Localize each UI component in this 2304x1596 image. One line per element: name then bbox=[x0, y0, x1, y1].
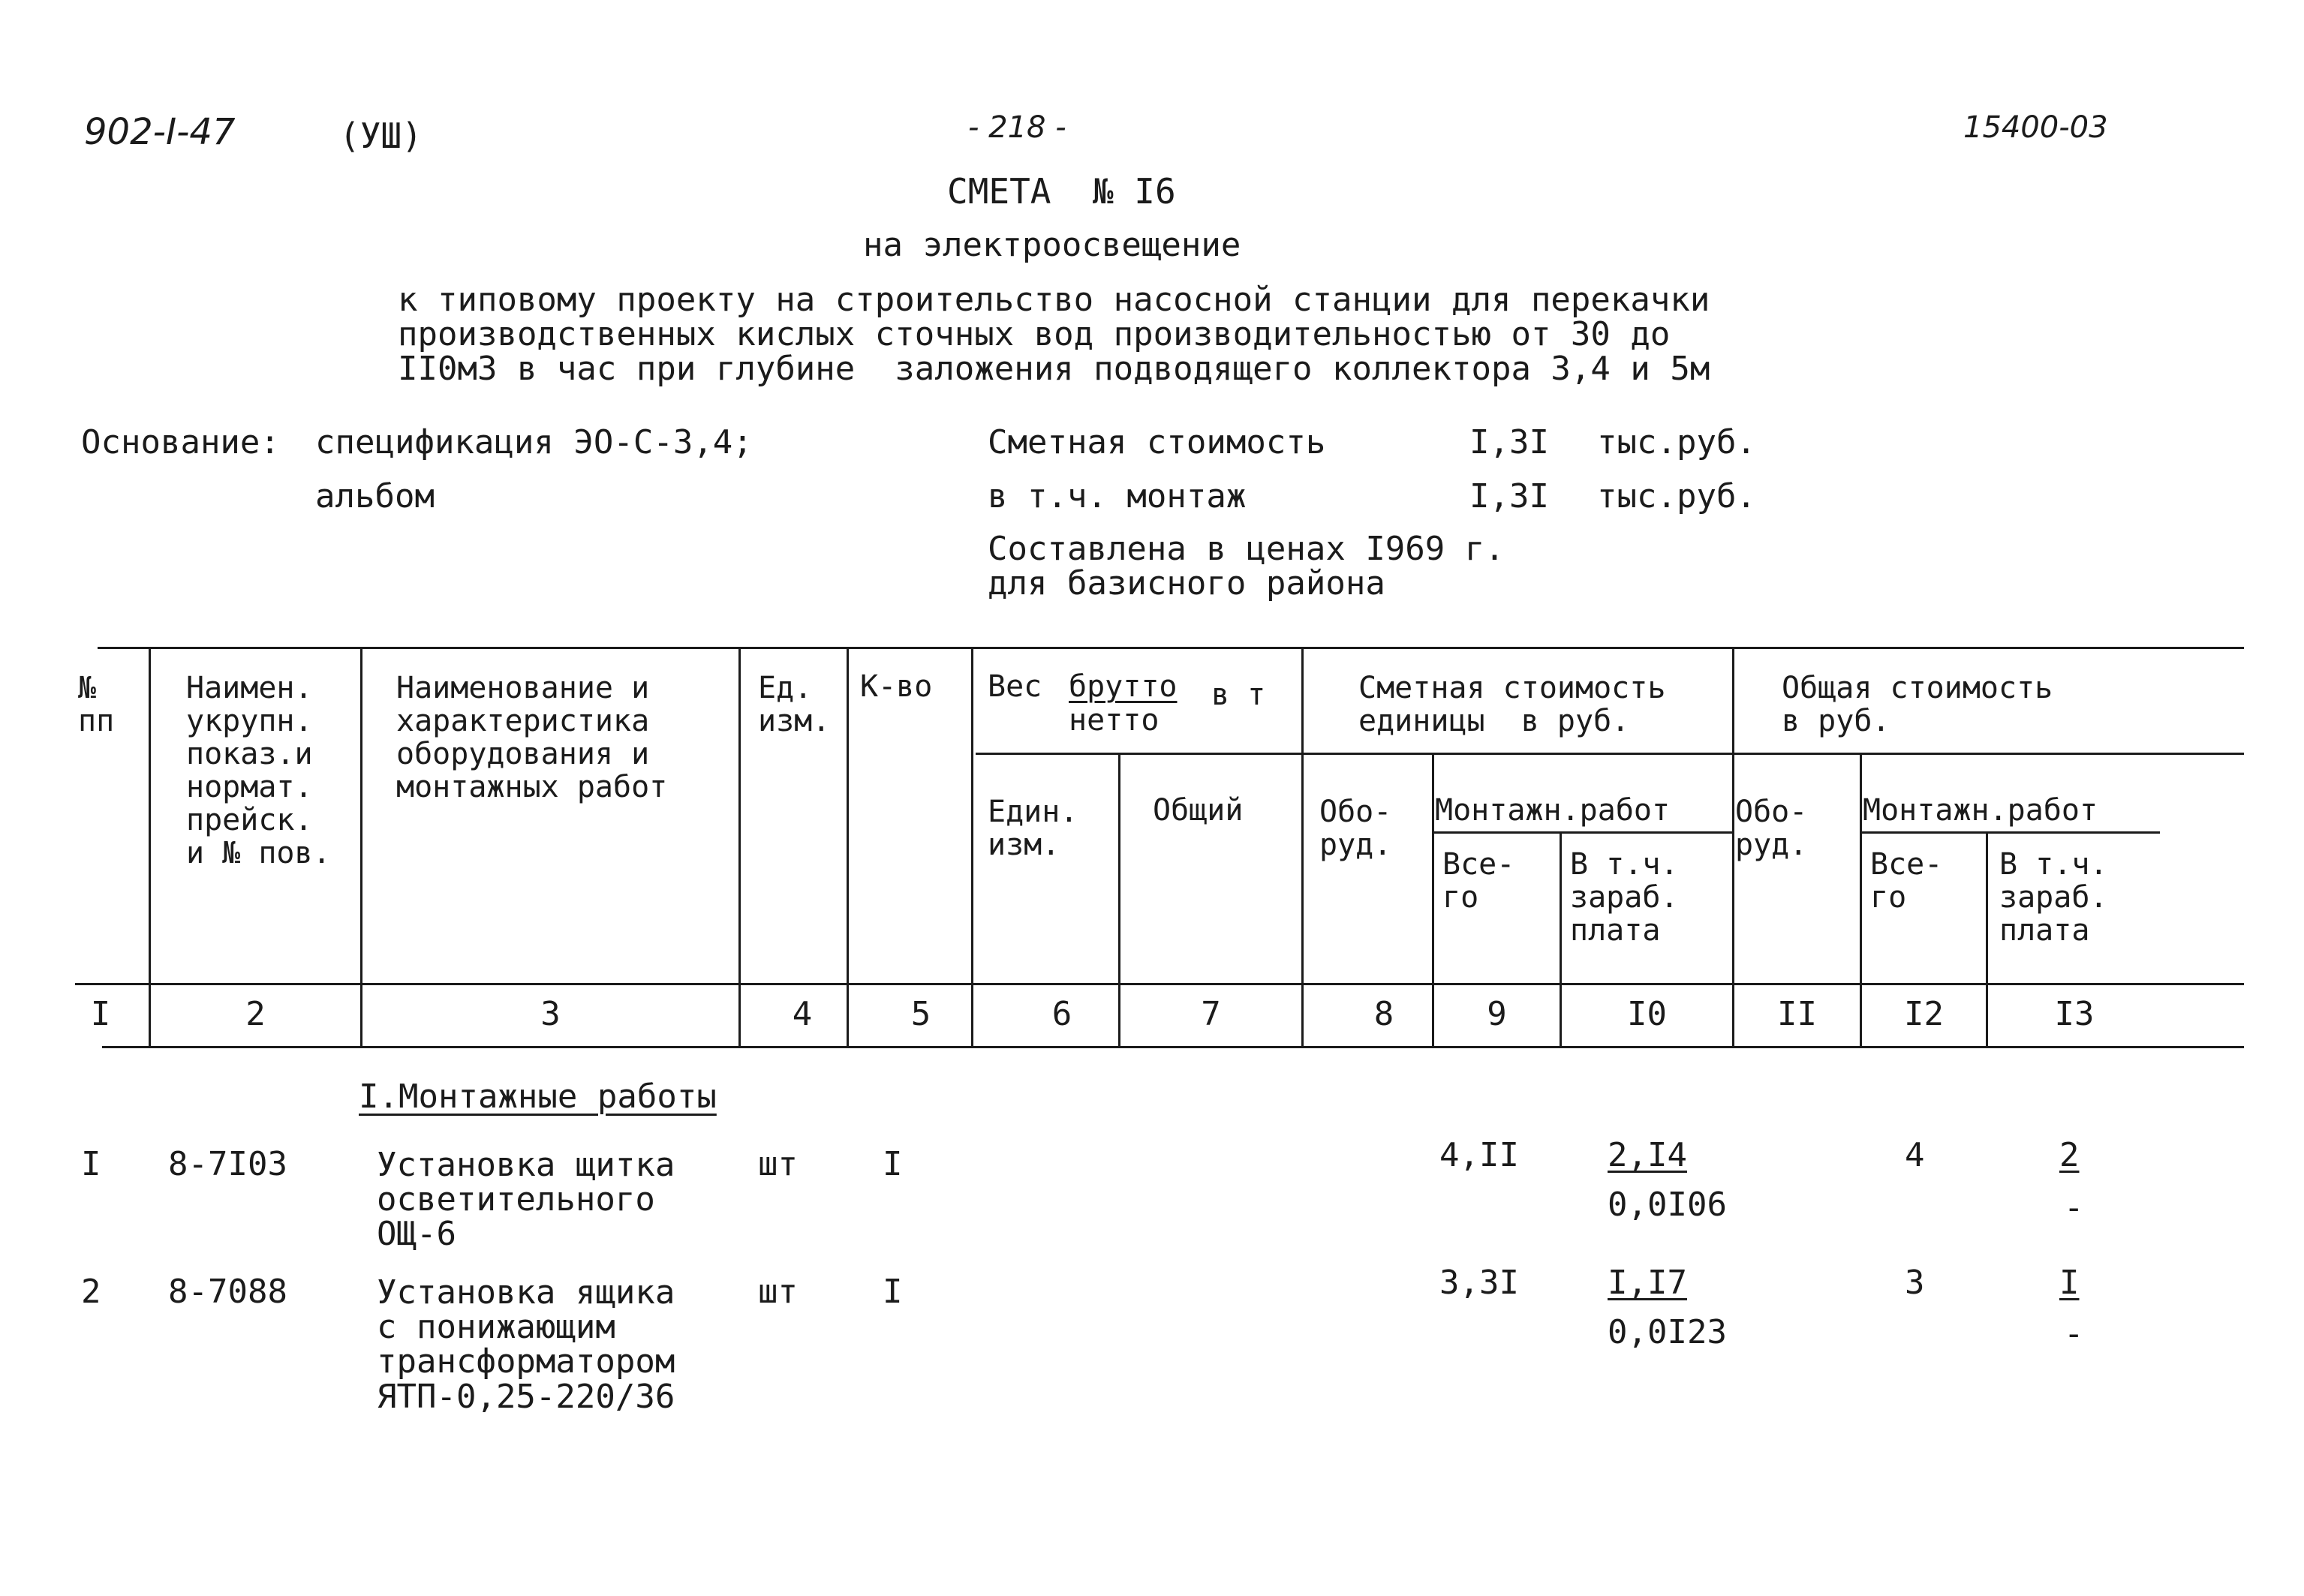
row-1-mounting-wage: 0,0I06 bbox=[1608, 1186, 1727, 1224]
estimate-title: СМЕТА № I6 bbox=[947, 171, 1176, 212]
header-mounting-wage: В т.ч. зараб. плата bbox=[1570, 847, 1679, 948]
row-2-equipment-cost: 3,3I bbox=[1439, 1264, 1519, 1302]
header-work-name: Наименование и характеристика оборудования и монтажных работ bbox=[396, 671, 668, 804]
col-rule-4 bbox=[847, 647, 849, 1046]
row-1-equipment-cost: 4,II bbox=[1439, 1136, 1519, 1174]
document-code: 902-I-47 bbox=[84, 111, 236, 153]
col-number-11: II bbox=[1777, 995, 1817, 1033]
archive-number: 15400-03 bbox=[1963, 110, 2108, 145]
col-number-13: I3 bbox=[2054, 995, 2095, 1033]
mount2-subheader-rule bbox=[1860, 831, 2160, 834]
header-total-cost: Общая стоимость в руб. bbox=[1782, 671, 2053, 738]
page-number: - 218 - bbox=[968, 110, 1066, 145]
header-bottom-rule bbox=[75, 983, 2244, 985]
row-2-unit: шт bbox=[758, 1273, 798, 1311]
row-2-total-mounting: I bbox=[2059, 1264, 2080, 1302]
row-2-work-name: Установка ящика с понижающим трансформатором ЯТП-0,25-220/36 bbox=[377, 1273, 675, 1416]
project-description-line-1: к типовому проекту на строительство насосной станции для перекачки bbox=[398, 281, 1710, 319]
mount-subheader-rule bbox=[1432, 831, 1732, 834]
header-total-mounting-all: Все- го bbox=[1870, 847, 1943, 915]
col-number-10: I0 bbox=[1627, 995, 1667, 1033]
row-2-mounting-wage: 0,0I23 bbox=[1608, 1313, 1727, 1351]
col-rule-1 bbox=[149, 647, 151, 1046]
header-mounting: Монтажн.работ bbox=[1435, 793, 1671, 828]
basis-album: альбом bbox=[315, 477, 435, 515]
header-weight-netto: нетто bbox=[1069, 703, 1160, 738]
row-2-number: 2 bbox=[81, 1273, 101, 1311]
project-description-line-2: производственных кислых сточных вод производительностью от 30 до bbox=[398, 315, 1671, 353]
col-number-12: I2 bbox=[1904, 995, 1944, 1033]
row-1-total-mounting: 2 bbox=[2059, 1136, 2080, 1174]
col-rule-3 bbox=[738, 647, 741, 1046]
col-rule-5 bbox=[971, 647, 973, 1046]
row-1-norm-code: 8-7I03 bbox=[168, 1145, 287, 1183]
col-number-4: 4 bbox=[792, 995, 813, 1033]
row-1-mounting-cost: 2,I4 bbox=[1608, 1136, 1687, 1174]
row-2-total-wage: - bbox=[2064, 1315, 2084, 1353]
col-number-6: 6 bbox=[1051, 995, 1072, 1033]
header-total-mounting-wage: В т.ч. зараб. плата bbox=[1999, 847, 2108, 948]
col-number-3: 3 bbox=[540, 995, 561, 1033]
estimated-cost-value: I,3I bbox=[1469, 423, 1549, 461]
header-row-number: № пп bbox=[78, 671, 115, 738]
header-total-equipment: Обо- руд. bbox=[1735, 795, 1808, 862]
col-rule-10 bbox=[1732, 647, 1734, 1046]
col-rule-2 bbox=[360, 647, 362, 1046]
row-1-total-equipment: 4 bbox=[1905, 1136, 1925, 1174]
col-number-8: 8 bbox=[1373, 995, 1394, 1033]
header-weight-per-unit: Един. изм. bbox=[988, 795, 1078, 862]
row-1-number: I bbox=[81, 1145, 101, 1183]
row-2-mounting-cost: I,I7 bbox=[1608, 1264, 1687, 1302]
header-mounting-total: Все- го bbox=[1442, 847, 1515, 915]
col-number-9: 9 bbox=[1487, 995, 1507, 1033]
header-equipment: Обо- руд. bbox=[1319, 795, 1392, 862]
col-number-2: 2 bbox=[245, 995, 266, 1033]
row-1-unit: шт bbox=[758, 1145, 798, 1183]
col-number-1: I bbox=[90, 995, 111, 1033]
volume-number: (УШ) bbox=[339, 116, 423, 156]
col-number-5: 5 bbox=[910, 995, 931, 1033]
estimated-cost-label: Сметная стоимость bbox=[988, 423, 1326, 461]
row-2-norm-code: 8-7088 bbox=[168, 1273, 287, 1311]
numbers-bottom-rule bbox=[102, 1046, 2244, 1048]
header-weight-unit: в т bbox=[1211, 678, 1266, 712]
row-1-quantity: I bbox=[883, 1145, 903, 1183]
header-unit-cost: Сметная стоимость единицы в руб. bbox=[1358, 671, 1666, 738]
row-1-total-wage: - bbox=[2064, 1189, 2084, 1227]
table-top-rule bbox=[98, 647, 2244, 649]
header-norm-code: Наимен. укрупн. показ.и нормат. прейск. и № пов. bbox=[186, 671, 331, 870]
mounting-cost-value: I,3I bbox=[1469, 477, 1549, 515]
row-2-total-equipment: 3 bbox=[1905, 1264, 1925, 1302]
header-weight-label: Вес bbox=[988, 669, 1042, 704]
prices-year: Составлена в ценах I969 г. bbox=[988, 530, 1505, 568]
mounting-cost-unit: тыс.руб. bbox=[1597, 477, 1756, 515]
mounting-cost-label: в т.ч. монтаж bbox=[988, 477, 1247, 515]
estimated-cost-unit: тыс.руб. bbox=[1597, 423, 1756, 461]
basis-specification: спецификация ЭО-С-3,4; bbox=[315, 423, 753, 461]
header-unit: Ед. изм. bbox=[758, 671, 831, 738]
header-weight-brutto: брутто bbox=[1069, 669, 1178, 704]
basis-label: Основание: bbox=[81, 423, 280, 461]
col-rule-7 bbox=[1301, 647, 1304, 1046]
header-quantity: К-во bbox=[860, 669, 933, 704]
estimate-subject: на электроосвещение bbox=[863, 226, 1241, 264]
project-description-line-3: II0м3 в час при глубине заложения подводящего коллектора 3,4 и 5м bbox=[398, 350, 1710, 388]
row-2-quantity: I bbox=[883, 1273, 903, 1311]
row-1-work-name: Установка щитка осветительного ОЩ-6 bbox=[377, 1146, 675, 1254]
header-weight-total: Общий bbox=[1153, 793, 1244, 828]
subheader-rule bbox=[976, 753, 2244, 755]
header-total-mounting: Монтажн.работ bbox=[1863, 793, 2098, 828]
section-title: I.Монтажные работы bbox=[359, 1078, 717, 1116]
base-region: для базисного района bbox=[988, 564, 1385, 603]
col-number-7: 7 bbox=[1201, 995, 1221, 1033]
